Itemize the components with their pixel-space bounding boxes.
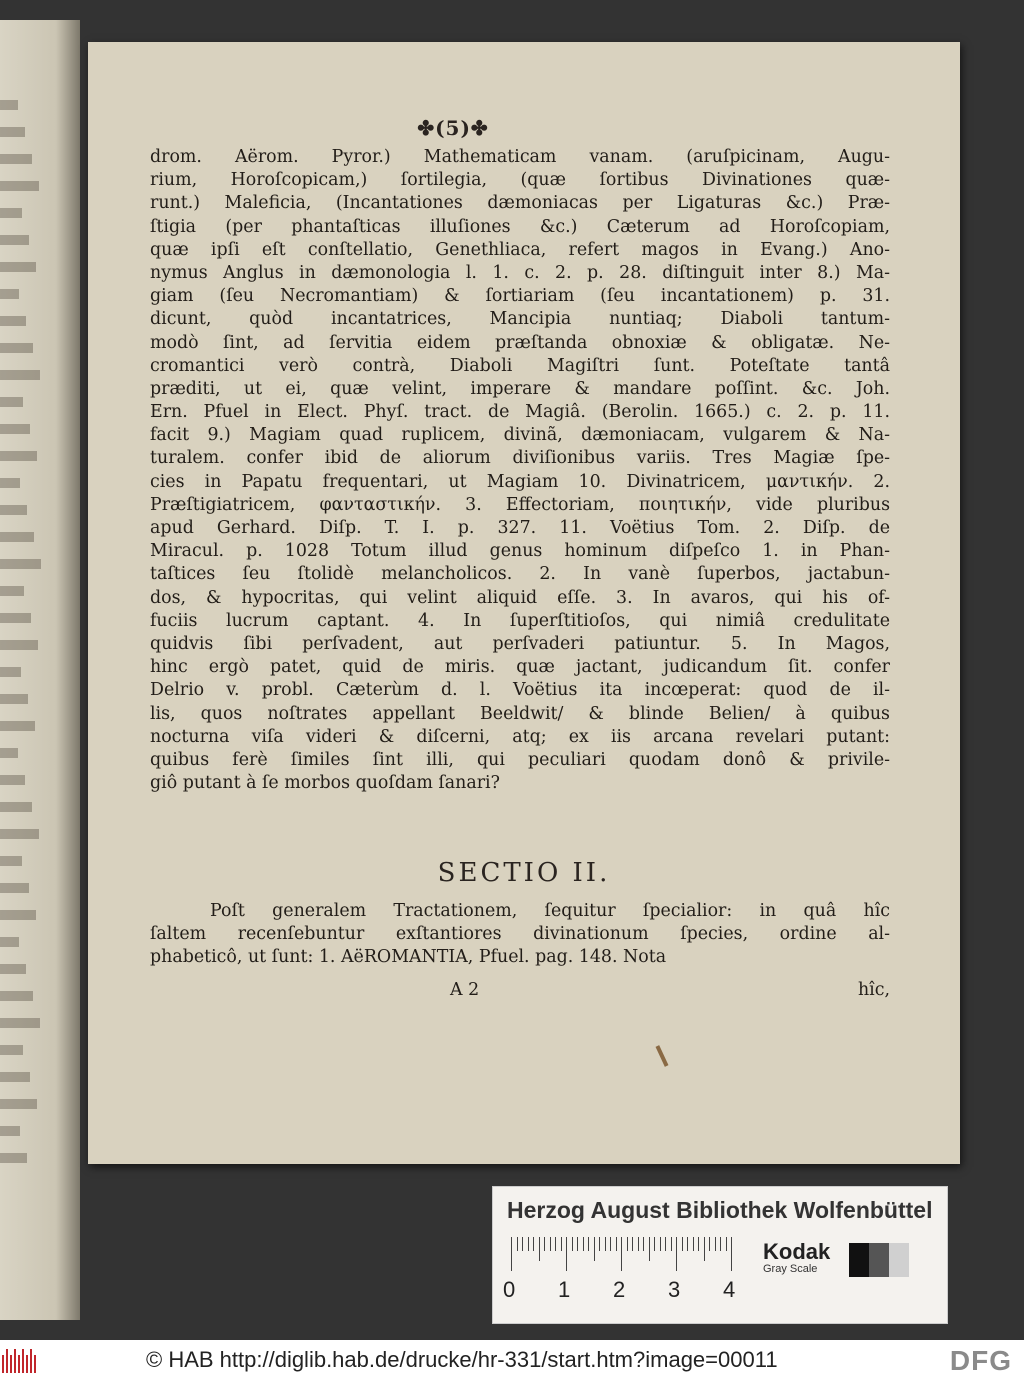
text-line: ſtigia (per phantaſticas illuſiones &c.) Cæterum ad Horoſcopiam, — [150, 216, 890, 237]
text-line: lis, quos noſtrates appellant Beeldwit/ & blinde Belien/ à quibus — [150, 703, 890, 724]
page-header-ornament: ✤(5)✤ — [417, 116, 489, 140]
text-line: facit 9.) Magiam quad ruplicem, divinã, dæmoniacam, vulgarem & Na- — [150, 425, 890, 446]
text-line: dicunt, quòd incantatrices, Mancipia nuntiaq; Diaboli tantum- — [150, 309, 890, 330]
gray-scale-label: Gray Scale — [763, 1263, 818, 1275]
text-line: giô putant à ſe morbos quoſdam ſanari? — [150, 773, 500, 794]
logo-bar — [14, 1349, 16, 1373]
ghost-text-line — [0, 451, 37, 461]
ruler-tick — [610, 1237, 611, 1251]
text-line: Ern. Pfuel in Elect. Phyſ. tract. de Magiâ. (Berolin. 1665.) c. 2. p. 11. — [150, 402, 890, 423]
text-line: nocturna viſa videri & diſcerni, atq; ex iis arcana revelari putant: — [150, 726, 890, 747]
ghost-text-line — [0, 991, 33, 1001]
ruler-tick — [621, 1237, 622, 1271]
ghost-text-line — [0, 910, 36, 920]
copyright-url[interactable]: © HAB http://diglib.hab.de/drucke/hr-331/start.htm?image=00011 — [146, 1347, 778, 1372]
text-line: modò ſint, ad ſervitia eidem præſtanda obnoxiæ & obligatæ. Ne- — [150, 332, 890, 353]
logo-bar — [6, 1349, 8, 1373]
ruler-tick — [638, 1237, 639, 1251]
ghost-text-line — [0, 613, 31, 623]
text-line: Præſtigiatricem, φανταστικήν. 3. Effectoriam, ποιητικήν, vide pluribus — [150, 494, 890, 515]
text-line: fuciis lucrum captant. 4. In ſuperſtitioſos, qui nimiâ credulitate — [150, 610, 890, 631]
ghost-text-line — [0, 478, 20, 488]
ruler-tick — [693, 1237, 694, 1251]
catchword: hîc, — [857, 980, 890, 1000]
ghost-text-line — [0, 397, 23, 407]
ruler-tick — [627, 1237, 628, 1251]
ghost-text-line — [0, 208, 22, 218]
ruler-tick — [550, 1237, 551, 1251]
text-line: cies in Papatu frequentari, ut Magiam 10. Divinatricem, μαντικήν. 2. — [150, 471, 890, 492]
text-line: runt.) Maleficia, (Incantationes dæmoniacas per Ligaturas &c.) Præ- — [150, 193, 890, 214]
ruler-tick — [572, 1237, 573, 1251]
ghost-text-line — [0, 127, 25, 137]
ruler-tick — [671, 1237, 672, 1251]
measurement-ruler — [511, 1237, 737, 1277]
book-page — [88, 42, 960, 1164]
logo-bar — [26, 1355, 28, 1373]
logo-bar — [10, 1355, 12, 1373]
ruler-tick — [577, 1237, 578, 1251]
ghost-text-line — [0, 640, 38, 650]
ruler-tick — [687, 1237, 688, 1251]
section-text — [150, 900, 890, 970]
ruler-tick — [665, 1237, 666, 1251]
ghost-text-line — [0, 505, 27, 515]
ruler-tick — [660, 1237, 661, 1251]
ghost-text-line — [0, 721, 35, 731]
ghost-text-line — [0, 748, 18, 758]
ghost-text-line — [0, 1153, 27, 1163]
ghost-text-line — [0, 856, 22, 866]
ghost-text-line — [0, 937, 19, 947]
text-line: taſtices ſeu ſtolidè melancholicos. 2. In vanè ſuperbos, jactabun- — [150, 564, 890, 585]
page-footer-line — [150, 980, 890, 1004]
text-line: Miracul. p. 1028 Totum illud genus hominum diſpeſco 1. in Phan- — [150, 541, 890, 562]
ghost-text-line — [0, 883, 29, 893]
hab-logo-icon — [2, 1349, 38, 1373]
text-line: quibus ferè ſimiles ſint illi, qui peculiari quodam donô & privile- — [150, 749, 890, 770]
ruler-tick — [726, 1237, 727, 1251]
ghost-text-line — [0, 1018, 40, 1028]
text-line: cromantici verò contrà, Diaboli Magiſtri ſunt. Poteſtate tantâ — [150, 355, 890, 376]
ghost-text-line — [0, 694, 28, 704]
ruler-tick — [594, 1237, 595, 1261]
ghost-text-line — [0, 100, 18, 110]
ruler-tick — [676, 1237, 677, 1271]
ghost-text-line — [0, 289, 19, 299]
ghost-text-line — [0, 424, 30, 434]
text-line: quidvis ſibi perſvadent, aut perſvaderi patiuntur. 5. In Magos, — [150, 633, 890, 654]
text-line: ſaltem recenſebuntur exſtantiores divinationum ſpecies, ordine al- — [150, 924, 890, 945]
ruler-digit: 4 — [723, 1277, 736, 1302]
ruler-digit: 2 — [613, 1277, 626, 1302]
ruler-tick — [649, 1237, 650, 1261]
ruler-tick — [632, 1237, 633, 1251]
ruler-tick — [720, 1237, 721, 1251]
signature-mark: A 2 — [450, 980, 480, 1000]
ruler-tick — [709, 1237, 710, 1251]
ruler-tick — [616, 1237, 617, 1251]
ruler-digits — [503, 1277, 763, 1305]
logo-bar — [18, 1355, 20, 1373]
ghost-text-line — [0, 1072, 30, 1082]
previous-page-edge — [0, 20, 80, 1320]
gray-patches — [849, 1243, 909, 1277]
ghost-text-line — [0, 586, 24, 596]
ghost-text-line — [0, 667, 21, 677]
ruler-tick — [528, 1237, 529, 1251]
ruler-tick — [517, 1237, 518, 1251]
ruler-digit: 1 — [558, 1277, 571, 1302]
ruler-tick — [522, 1237, 523, 1251]
body-text — [150, 146, 890, 795]
text-line: dos, & hypocritas, qui velint aliquid eſſe. 3. In avaros, qui his of- — [150, 587, 890, 608]
ruler-tick — [561, 1237, 562, 1251]
ruler-tick — [588, 1237, 589, 1251]
ruler-tick — [731, 1237, 732, 1271]
ruler-tick — [533, 1237, 534, 1251]
ruler-digit: 0 — [503, 1277, 516, 1302]
text-line: nymus Anglus in dæmonologia l. 1. c. 2. p. 28. diſtinguit inter 8.) Ma- — [150, 262, 890, 283]
gray-patch — [869, 1243, 889, 1277]
kodak-logo: Kodak — [763, 1239, 831, 1264]
text-line: phabeticô, ut ſunt: 1. AëROMANTIA, Pfuel. pag. 148. Nota — [150, 947, 667, 968]
viewer-footer — [0, 1340, 1024, 1381]
ghost-text-line — [0, 559, 41, 569]
text-line: Delrio v. probl. Cæterùm d. l. Voëtius ita incœperat: quod de il- — [150, 680, 890, 701]
dfg-logo: DFG — [949, 1345, 1012, 1376]
text-line: Poſt generalem Tractationem, ſequitur ſpecialior: in quâ hîc — [210, 901, 890, 921]
ghost-text-line — [0, 154, 32, 164]
text-line: giam (ſeu Necromantiam) & ſortiariam (ſeu incantationem) p. 31. — [150, 286, 890, 307]
ghost-text-line — [0, 532, 34, 542]
text-line: præditi, ut ei, quæ velint, imperare & mandare poſſint. &c. Joh. — [150, 378, 890, 399]
ruler-tick — [511, 1237, 512, 1271]
ruler-tick — [654, 1237, 655, 1251]
ruler-tick — [698, 1237, 699, 1251]
gray-patch — [889, 1243, 909, 1277]
ghost-text-line — [0, 370, 40, 380]
ruler-tick — [715, 1237, 716, 1251]
ruler-tick — [555, 1237, 556, 1251]
text-line: turalem. confer ibid de aliorum diviſionibus variis. Tres Magiæ ſpe- — [150, 448, 890, 469]
ghost-text-line — [0, 262, 36, 272]
text-line: hinc ergò patet, quid de miris. quæ jactant, judicandum ſit. confer — [150, 657, 890, 678]
ghost-text-line — [0, 802, 32, 812]
ruler-tick — [599, 1237, 600, 1251]
section-heading: SECTIO II. — [437, 858, 611, 888]
gray-patch — [849, 1243, 869, 1277]
ruler-digit: 3 — [668, 1277, 681, 1302]
ghost-text-line — [0, 964, 26, 974]
ruler-tick — [583, 1237, 584, 1251]
ruler-tick — [682, 1237, 683, 1251]
text-line: rium, Horoſcopicam,) ſortilegia, (quæ ſortibus Divinationes quæ- — [150, 170, 890, 191]
ruler-tick — [544, 1237, 545, 1251]
ghost-text-line — [0, 343, 33, 353]
ghost-text-line — [0, 1126, 20, 1136]
ruler-tick — [643, 1237, 644, 1251]
ghost-text-line — [0, 1045, 23, 1055]
color-target-card — [492, 1186, 948, 1324]
text-line: apud Gerhard. Diſp. T. I. p. 327. 11. Voëtius Tom. 2. Diſp. de — [150, 518, 890, 538]
ruler-tick — [704, 1237, 705, 1261]
ghost-text-line — [0, 1099, 37, 1109]
ruler-tick — [605, 1237, 606, 1251]
logo-bar — [30, 1349, 32, 1373]
library-name: Herzog August Bibliothek Wolfenbüttel — [507, 1197, 933, 1223]
paper-speck — [656, 1045, 669, 1067]
logo-bar — [34, 1355, 36, 1373]
ghost-text-line — [0, 316, 26, 326]
ghost-text-line — [0, 181, 39, 191]
ghost-text-line — [0, 829, 39, 839]
text-line: drom. Aërom. Pyror.) Mathematicam vanam. (aruſpicinam, Augu- — [150, 147, 890, 167]
ghost-text-line — [0, 775, 25, 785]
logo-bar — [22, 1349, 24, 1373]
logo-bar — [2, 1355, 4, 1373]
ruler-tick — [566, 1237, 567, 1271]
ghost-text-line — [0, 235, 29, 245]
ruler-tick — [539, 1237, 540, 1261]
text-line: quæ ipſi eſt conſtellatio, Genethliaca, refert magos in Evang.) Ano- — [150, 239, 890, 260]
